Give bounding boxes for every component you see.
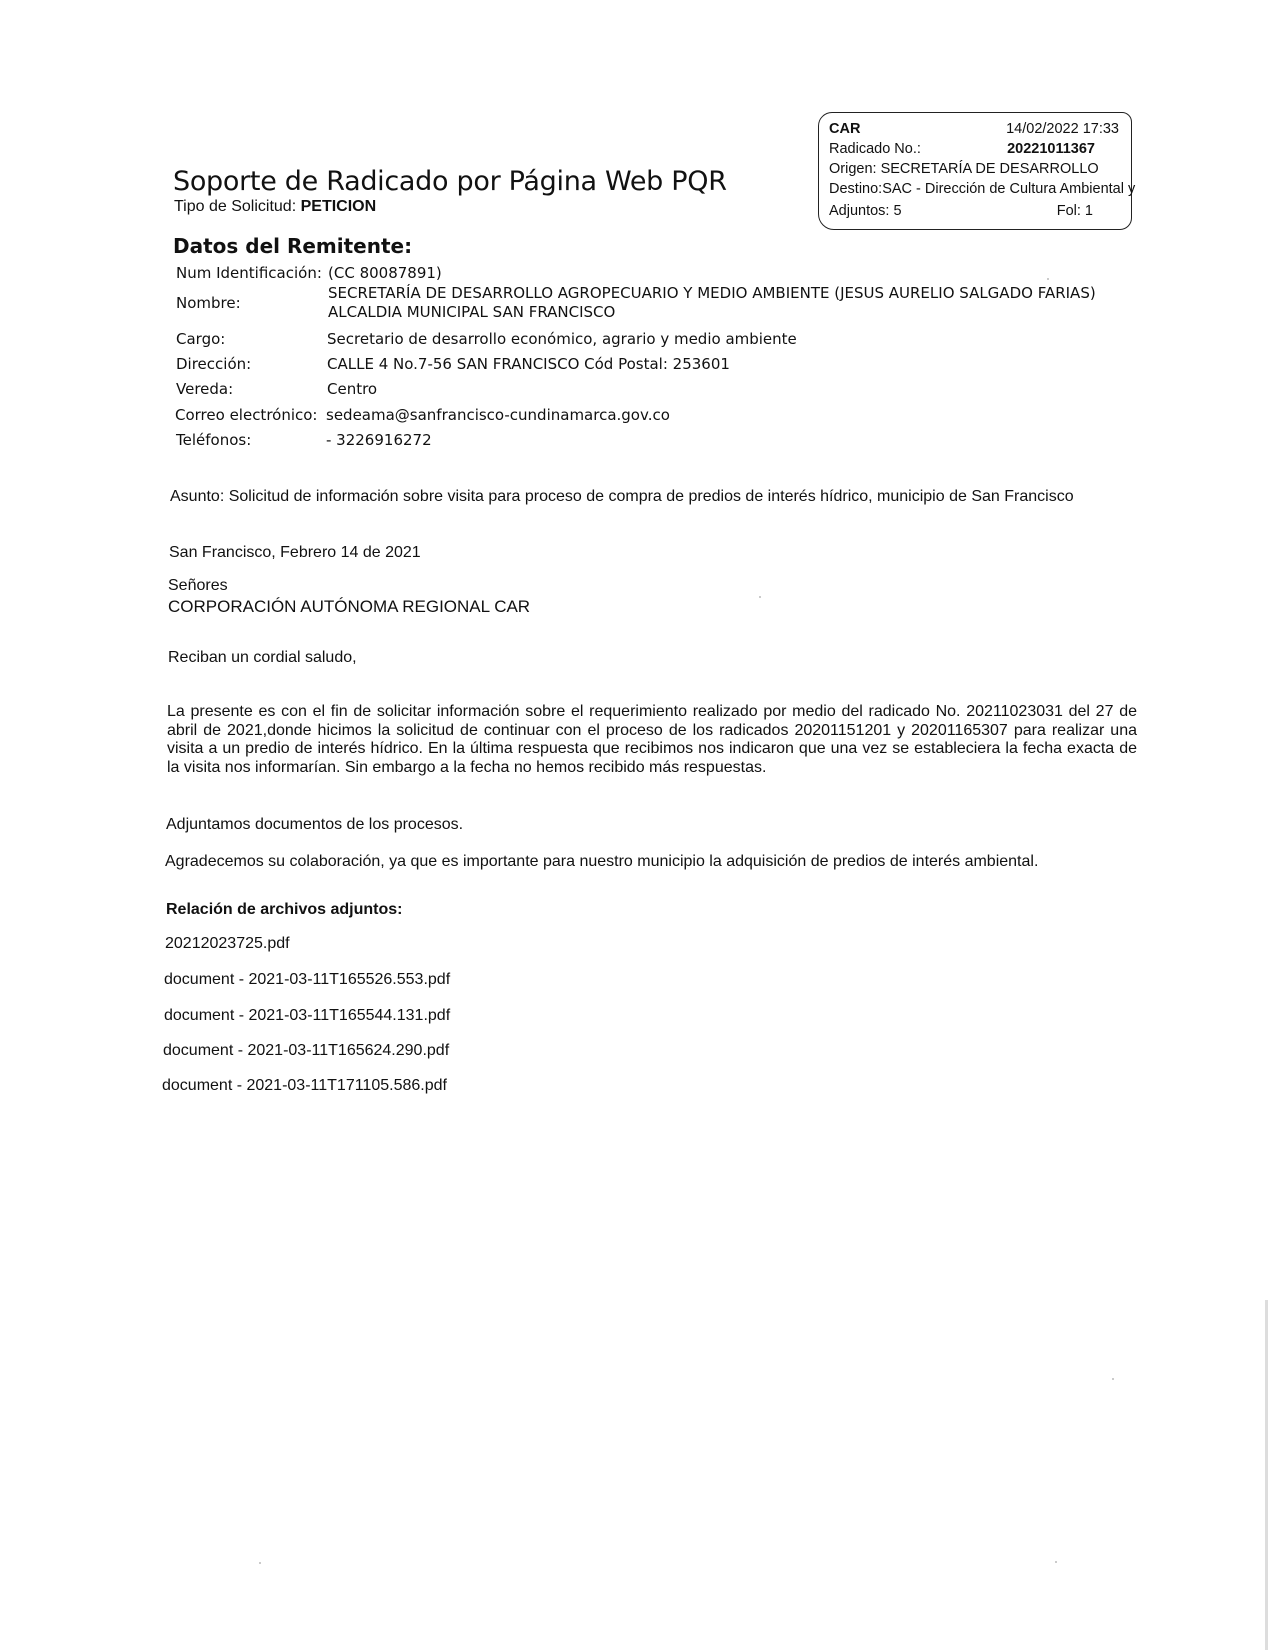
field-label: Cargo:: [176, 330, 226, 348]
stamp-row-attachments: [829, 201, 1123, 221]
request-type: [174, 198, 376, 216]
field-label: Nombre:: [176, 294, 241, 312]
letter-paragraph-1: La presente es con el fin de solicitar información sobre el requerimiento realizado por medio del radicado No. 20211023031 del 27 de abril de 2021,donde hicimos la solicitud de continuar con el proceso de los radicados 20201151201 y 20201165307 para realizar una visita a un predio de interés hídrico. En la última respuesta que recibimos nos indicaron que una vez se estableciera la fecha exacta de la visita nos informarían. Sin embargo a la fecha no hemos recibido más respuestas.: [167, 703, 1137, 776]
attachment-file: document - 2021-03-11T171105.586.pdf: [162, 1077, 447, 1094]
letter-paragraph-3: Agradecemos su colaboración, ya que es importante para nuestro municipio la adquisición de predios de interés ambiental.: [165, 853, 1039, 870]
request-type-value: PETICION: [300, 198, 377, 215]
letter-greeting: Reciban un cordial saludo,: [168, 649, 357, 666]
page-title: Soporte de Radicado por Página Web PQR: [173, 166, 727, 197]
field-value: Centro: [327, 380, 378, 398]
field-label: Dirección:: [176, 355, 252, 373]
field-value: CALLE 4 No.7-56 SAN FRANCISCO Cód Postal: 253601: [327, 355, 730, 373]
field-label: Teléfonos:: [176, 431, 252, 449]
stamp-radicado-number: 20221011367: [1007, 141, 1095, 157]
stamp-radicado-label: Radicado No.:: [829, 141, 921, 157]
scan-edge: [1265, 1300, 1268, 1650]
request-type-label: Tipo de Solicitud:: [174, 198, 297, 215]
letter-date: San Francisco, Febrero 14 de 2021: [169, 544, 421, 561]
letter-subject: Asunto: Solicitud de información sobre visita para proceso de compra de predios de interés hídrico, municipio de San Francisco: [170, 488, 1074, 505]
stamp-origin: Origen: SECRETARÍA DE DESARROLLO: [829, 161, 1099, 177]
stamp-row-entity: [829, 119, 1123, 139]
attachment-file: document - 2021-03-11T165624.290.pdf: [163, 1042, 450, 1059]
stamp-datetime: 14/02/2022 17:33: [1006, 121, 1119, 137]
stamp-row-radicado: [829, 139, 1123, 159]
stamp-entity: CAR: [829, 121, 861, 137]
field-value: - 3226916272: [326, 431, 432, 449]
field-value: SECRETARÍA DE DESARROLLO AGROPECUARIO Y MEDIO AMBIENTE (JESUS AURELIO SALGADO FARIAS): [328, 284, 1096, 302]
sender-heading: Datos del Remitente:: [173, 234, 413, 258]
field-value: Secretario de desarrollo económico, agrario y medio ambiente: [327, 330, 797, 348]
field-value: sedeama@sanfrancisco-cundinamarca.gov.co: [326, 406, 670, 424]
scan-artifact: [259, 1562, 261, 1564]
stamp-destination: Destino:SAC - Dirección de Cultura Ambiental y: [829, 181, 1136, 197]
letter-salutation-2: CORPORACIÓN AUTÓNOMA REGIONAL CAR: [168, 597, 531, 616]
attachment-file: 20212023725.pdf: [165, 935, 290, 952]
field-value: (CC 80087891): [328, 264, 442, 282]
scan-artifact: [759, 596, 761, 598]
field-label: Num Identificación:: [176, 264, 322, 282]
stamp-folios: Fol: 1: [1056, 203, 1093, 219]
attachment-file: document - 2021-03-11T165544.131.pdf: [164, 1007, 451, 1024]
field-label: Correo electrónico:: [175, 406, 318, 424]
radicado-stamp: [818, 112, 1136, 230]
letter-salutation-1: Señores: [168, 577, 228, 594]
field-label: Vereda:: [176, 380, 234, 398]
field-value-line2: ALCALDIA MUNICIPAL SAN FRANCISCO: [328, 303, 616, 321]
scan-artifact: [1055, 1561, 1057, 1563]
letter-paragraph-2: Adjuntamos documentos de los procesos.: [166, 816, 464, 833]
attachment-file: document - 2021-03-11T165526.553.pdf: [164, 971, 451, 988]
scan-artifact: [1112, 1378, 1114, 1380]
attachments-heading: Relación de archivos adjuntos:: [166, 901, 403, 918]
stamp-attachments: Adjuntos: 5: [829, 203, 902, 219]
scan-artifact: [1047, 278, 1049, 280]
